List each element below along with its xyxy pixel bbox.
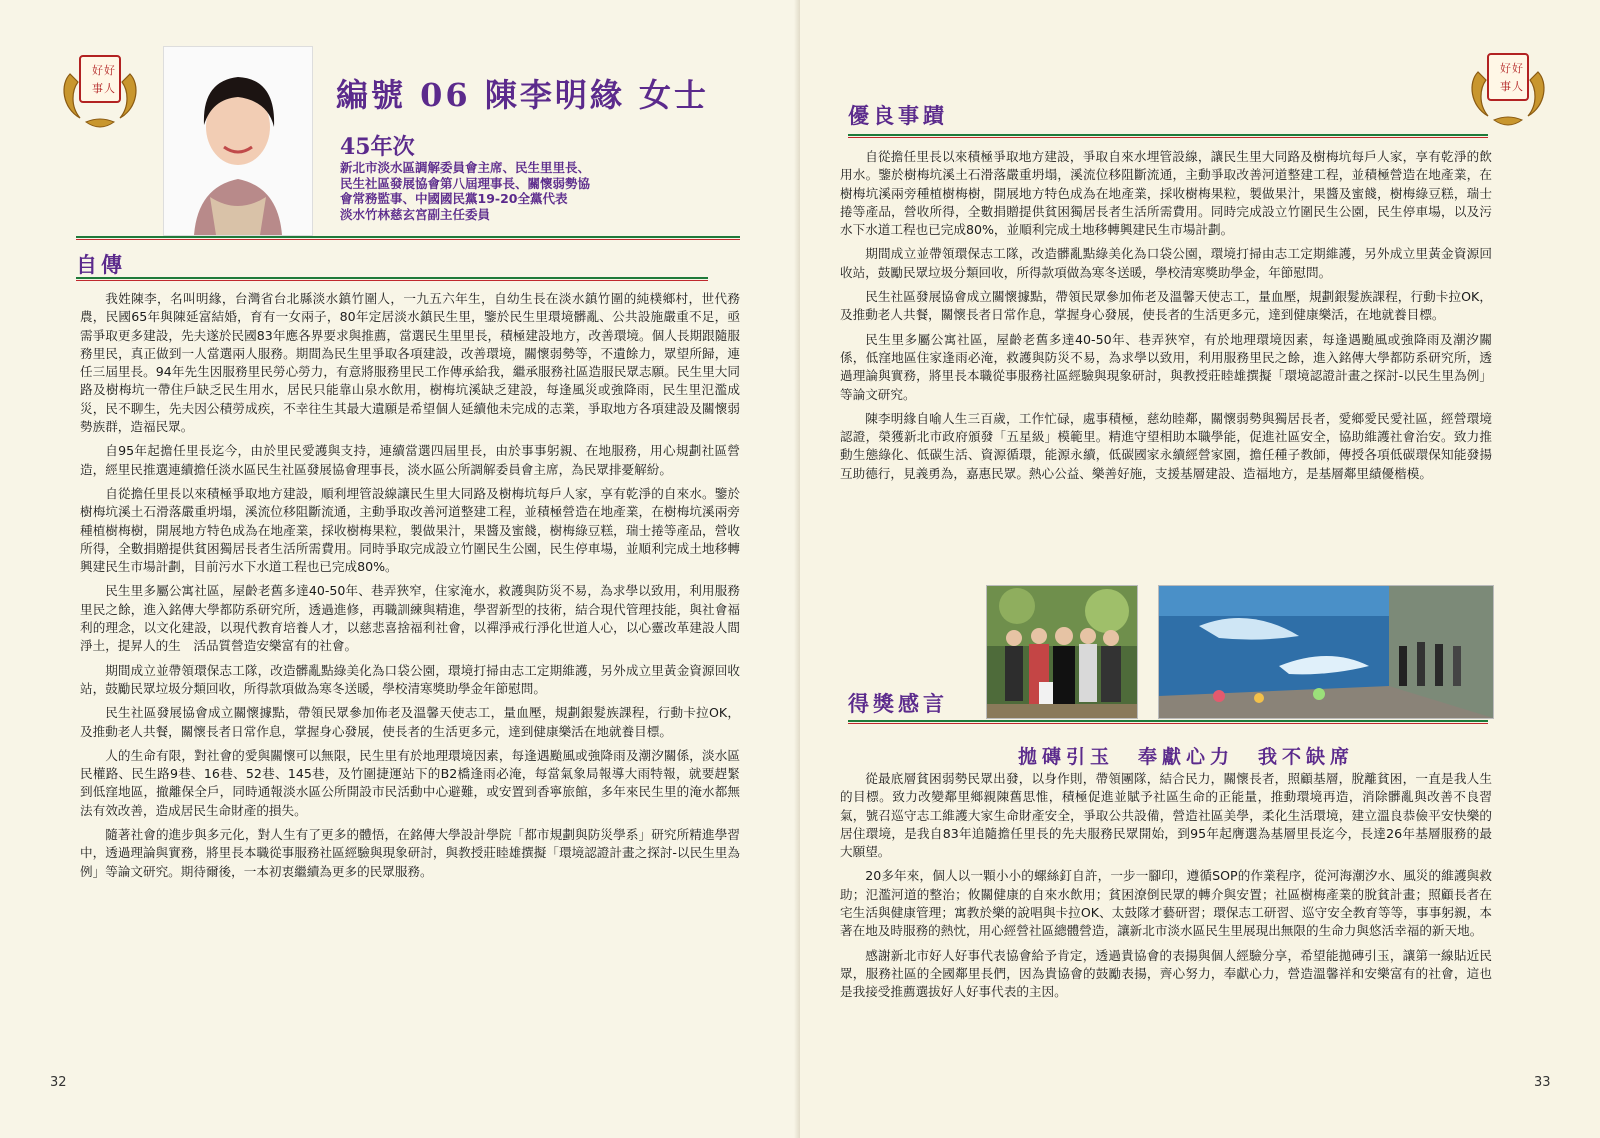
autobiography-text	[80, 290, 740, 887]
paragraph: 我姓陳李，名叫明緣，台灣省台北縣淡水鎮竹圍人，一九五六年生，自幼生長在淡水鎮竹圍的純樸鄉村，世代務農，民國65年與陳延富結婚，育有一女兩子，80年定居淡水鎮民生里，鑒於民生里環境髒亂、公共設施嚴重不足，亟需爭取更多建設，先夫遂於民國83年應各界要求與推薦，當選民生里里長，積極建設地方，改善環境。個人長期跟隨服務里民，真正做到一人當選兩人服務。期間為民生里爭取各項建設，改善環境，關懷弱勢等，不遺餘力，眾望所歸，連任三屆里長。94年先生因服務里民勞心勞力，有意將服務里民工作傳承給我，繼承服務社區造服民眾志願。民生里大同路及樹梅坑一帶住戶缺乏民生用水，居民只能靠山泉水飲用，樹梅坑溪缺乏建設，每逢風災或強降雨，民生里氾濫成災，民不聊生，先夫因公積勞成疾，不幸往生其最大遺願是希望個人延續他未完成的志業，爭取地方各項建設及關懷弱勢族群，造福民眾。	[80, 291, 740, 435]
role-line: 新北市淡水區調解委員會主席、民生里里長、	[340, 160, 591, 175]
svg-text:好: 好	[92, 64, 103, 77]
family-photo	[986, 585, 1138, 719]
svg-text:人: 人	[104, 82, 115, 95]
divider-rule	[848, 720, 1488, 723]
mural-alley-photo	[1158, 585, 1494, 719]
paragraph: 民生社區發展協會成立關懷據點，帶領民眾參加佈老及溫馨天使志工，量血壓，規劃銀髮族課程，行動卡拉OK，及推動老人共餐，關懷長者日常作息，掌握身心發展，使長者的生活更多元，達到健康樂活，在地就養目標。	[840, 289, 1492, 323]
paragraph: 感謝新北市好人好事代表協會給予肯定，透過貴協會的表揚與個人經驗分享，希望能拋磚引玉，讓第一線貼近民眾，服務社區的全國鄰里長們，因為貴協會的鼓勵表揚，齊心努力，奉獻心力，營造溫馨祥和安樂富有的社會，這也是我接受推薦選拔好人好事代表的主因。	[840, 947, 1492, 1000]
divider-rule	[76, 236, 740, 239]
paragraph: 陳李明緣自喻人生三百歲，工作忙碌，處事積極，慈幼睦鄰，關懷弱勢與獨居長者，愛鄉愛民愛社區，經營環境認證，榮獲新北市政府頒發「五星級」模範里。精進守望相助本職學能，促進社區安全，協助維護社會治安。致力推動生態綠化、低碳生活、資源循環，能源永續，低碳國家永續經營家園，擔任種子教師，傳授各項低碳環保知能發揚互助德行，見義勇為，嘉惠民眾。熱心公益、樂善好施，支援基層建設、造福地方，是基層鄰里績優楷模。	[840, 410, 1492, 481]
svg-text:事: 事	[1500, 80, 1511, 93]
paragraph: 20多年來，個人以一顆小小的螺絲釘自許，一步一腳印，遵循SOP的作業程序，從河海潮汐水、風災的維護與救助；氾濫河道的整治；攸關健康的自來水飲用；貧困潦倒民眾的轉介與安置；社區樹梅產業的脫貧計畫；照顧長者在宅生活與健康管理；寓教於樂的說唱與卡拉OK、太鼓隊才藝研習；環保志工研習、巡守安全教育等等，事事躬親，本著在地及時服務的熱忱，用心經營社區總體營造，讓新北市淡水區民生里展現出無限的生命力與悠活幸福的新天地。	[840, 868, 1492, 939]
award-text	[840, 770, 1492, 1008]
divider-rule	[848, 134, 1488, 137]
svg-text:人: 人	[1512, 80, 1523, 93]
paragraph: 期間成立並帶領環保志工隊，改造髒亂點綠美化為口袋公園，環境打掃由志工定期維護，另外成立里黃金資源回收站，鼓勵民眾垃圾分類回收，所得款項做為寒冬送暖，學校清寒獎助學金年節慰問。	[80, 662, 740, 696]
svg-text:事: 事	[92, 82, 103, 95]
section-heading-autobiography: 自傳	[76, 252, 126, 277]
page-title: 編號 06 陳李明緣 女士	[336, 76, 709, 114]
paragraph: 民生社區發展協會成立關懷據點，帶領民眾參加佈老及溫馨天使志工，量血壓，規劃銀髮族課程，行動卡拉OK，及推動老人共餐，關懷長者日常作息，掌握身心發展，使長者的生活更多元，達到健康樂活在地就養目標。	[80, 705, 740, 739]
good-deed-emblem	[56, 44, 144, 132]
award-subtitle: 拋磚引玉 奉獻心力 我不缺席	[1018, 746, 1355, 768]
paragraph: 自從擔任里長以來積極爭取地方建設，順利埋管設線讓民生里大同路及樹梅坑每戶人家，享有乾淨的自來水。鑒於樹梅坑溪土石滑落嚴重坍塌，溪流位移阻斷流通，主動爭取改善河道整建工程，並積極營造在地產業，在樹梅坑溪兩旁種植樹梅樹，開展地方特色成為在地產業，採收樹梅果粒，製做果汁，果醬及蜜餞，樹梅綠豆糕，瑞士捲等產品，營收所得，全數捐贈提供貧困獨居長者生活所需費用。同時爭取完成設立竹圍民生公園，民生停車場，並順利完成土地移轉興建民生市場計劃，目前污水下水道工程也已完成80%。	[80, 485, 740, 575]
paragraph: 從最底層貧困弱勢民眾出發，以身作則，帶領團隊，結合民力，關懷長者，照顧基層，脫離貧困，一直是我人生的目標。致力改變鄰里鄉親陳舊思惟，積極促進並賦予社區生命的正能量，推動環境再造，消除髒亂與改善不良習氣，號召巡守志工維護大家生命財產安全，爭取公共設備，營造社區美學，柔化生活環境，建立溫良恭儉平安快樂的居住環境，是我自83年追隨擔任里長的先夫服務民眾開始，到95年起膺選為基層里長迄今，長達26年基層服務的最大願望。	[840, 771, 1492, 860]
paragraph: 民生里多屬公寓社區，屋齡老舊多達40-50年、巷弄狹窄，有於地理環境因素，每逢遇颱風或強降雨及潮汐關係，低窪地區住家逢雨必淹，救護與防災不易，為求學以致用，利用服務里民之餘，進入銘傳大學都防系研究所，透過理論與實務，將里長本職從事服務社區經驗與現象研討，與教授莊睦雄撰擬「環境認證計畫之探討-以民生里為例」等論文研究。	[840, 331, 1492, 402]
svg-text:好: 好	[1500, 62, 1511, 75]
paragraph: 期間成立並帶領環保志工隊，改造髒亂點綠美化為口袋公園，環境打掃由志工定期維護，另外成立里黃金資源回收站，鼓勵民眾垃圾分類回收，所得款項做為寒冬送暖，學校清寒獎助學金，年節慰問。	[840, 246, 1492, 280]
paragraph: 隨著社會的進步與多元化，對人生有了更多的體悟，在銘傳大學設計學院「都市規劃與防災學系」研究所精進學習中，透過理論與實務，將里長本職從事服務社區經驗與現象研討，與教授莊睦雄撰擬「環境認證計畫之探討-以民生里為例」等論文研究。期待爾後，一本初衷繼續為更多的民眾服務。	[80, 827, 740, 879]
portrait-photo	[163, 46, 313, 236]
role-line: 民生社區發展協會第八屆理事長、關懷弱勢協	[340, 175, 591, 191]
svg-text:好: 好	[1512, 62, 1523, 75]
paragraph: 民生里多屬公寓社區，屋齡老舊多達40-50年、巷弄狹窄，住家淹水，救護與防災不易，為求學以致用，利用服務里民之餘，進入銘傳大學都防系研究所，透過進修，再職訓練與精進，學習新型的技術，結合現代管理技能，與社會福利的理念，以文化建設，以現代教育培養人才，以慈悲喜捨福利社會，以禪淨戒行淨化世道人心，以心靈改革建設人間淨土，提昇人的生 活品質營造安樂富有的社會。	[80, 583, 740, 654]
paragraph: 自95年起擔任里長迄今，由於里民愛護與支持，連續當選四屆里長，由於事事躬親、在地服務，用心規劃社區營造，經里民推選連續擔任淡水區民生社區發展協會理事長，淡水區公所調解委員會主席，為民眾排憂解紛。	[80, 443, 740, 477]
right-page	[800, 0, 1600, 1138]
page-number: 33	[1534, 1075, 1551, 1090]
role-line: 會常務監事、中國國民黨19-20全黨代表	[340, 191, 568, 206]
roles-list	[340, 160, 715, 222]
paragraph: 人的生命有限，對社會的愛與關懷可以無限，民生里有於地理環境因素，每逢遇颱風或強降雨及潮汐關係，淡水區民權路、民生路9巷、16巷、52巷、145巷，及竹圍捷運站下的B2橋逢雨必淹，每當氣象局報導大雨特報，就要趕緊到低窪地區，撤離保全戶，同時通報淡水區公所開設市民活動中心避難，或安置到香寧旅館，多年來民生里的淹水都無法有效改善，造成居民生命財產的損失。	[80, 747, 740, 818]
deeds-text	[840, 148, 1492, 489]
svg-text:好: 好	[104, 64, 115, 77]
divider-rule	[76, 277, 708, 280]
section-heading-award: 得獎感言	[848, 691, 948, 716]
page-number: 32	[50, 1075, 67, 1090]
role-line: 淡水竹林慈玄宮副主任委員	[340, 206, 491, 222]
good-deed-emblem	[1464, 42, 1552, 130]
section-heading-deeds: 優良事蹟	[848, 103, 948, 128]
birth-year: 45年次	[340, 134, 415, 160]
paragraph: 自從擔任里長以來積極爭取地方建設，爭取自來水埋管設線，讓民生里大同路及樹梅坑每戶人家，享有乾淨的飲用水。鑒於樹梅坑溪土石滑落嚴重坍塌，溪流位移阻斷流通，主動爭取改善河道整建工程，並積極營造在地產業，在樹梅坑溪兩旁種植樹梅樹，開展地方特色成為在地產業，採收樹梅果粒，製做果汁，果醬及蜜餞，樹梅綠豆糕，瑞士捲等產品，營收所得，全數捐贈提供貧困獨居長者生活所需費用。同時完成設立竹圍民生公園，民生停車場，以及污水下水道工程也已完成80%，並順利完成土地移轉興建民生市場計劃。	[840, 149, 1492, 238]
